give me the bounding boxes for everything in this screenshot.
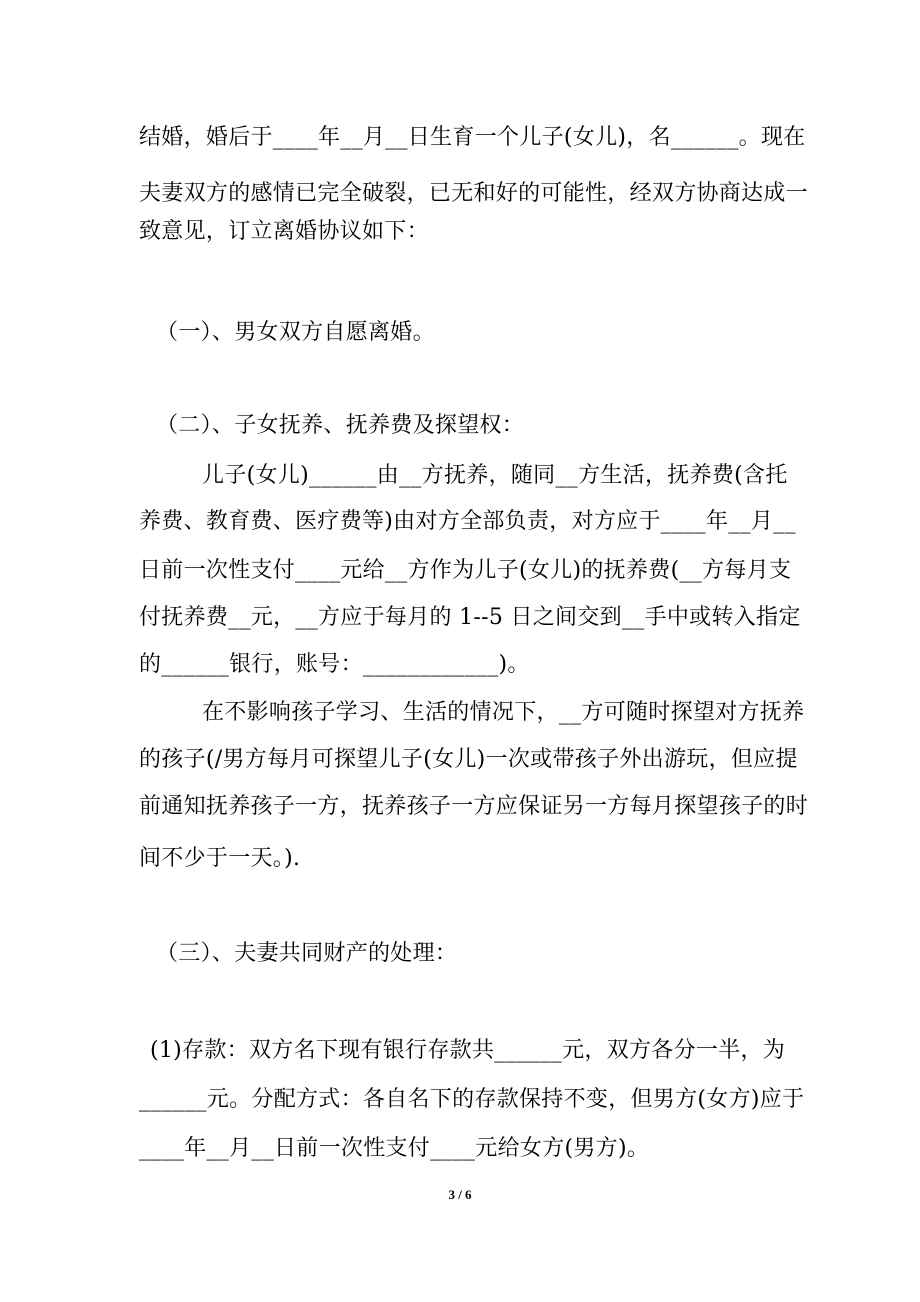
text-line: 日前一次性支付____元给__方作为儿子(女儿)的抚养费(__方每月支 xyxy=(139,558,792,583)
text-line: 的______银行，账号：____________)。 xyxy=(139,652,530,677)
text-line: 养费、教育费、医疗费等)由对方全部负责，对方应于____年__月__ xyxy=(139,509,796,534)
text-line: 间不少于一天。). xyxy=(139,846,301,871)
text-line: 儿子(女儿)______由__方抚养，随同__方生活，抚养费(含托 xyxy=(202,463,788,488)
text-line: 付抚养费__元，__方应于每月的 1--5 日之间交到__手中或转入指定 xyxy=(139,605,801,630)
section-heading-1: （一）、男女双方自愿离婚。 xyxy=(156,320,435,345)
text-line: 致意见，订立离婚协议如下： xyxy=(139,219,429,244)
text-line: 结婚，婚后于____年__月__日生育一个儿子(女儿)，名______。现在 xyxy=(139,125,806,150)
text-line: 夫妻双方的感情已完全破裂，已无和好的可能性，经双方协商达成一 xyxy=(139,181,809,206)
text-line: ______元。分配方式：各自名下的存款保持不变，但男方(女方)应于 xyxy=(139,1087,805,1112)
text-line: 在不影响孩子学习、生活的情况下，__方可随时探望对方抚养 xyxy=(202,700,805,725)
section-heading-2: （二）、子女抚养、抚养费及探望权： xyxy=(156,413,525,438)
text-line: 前通知抚养孩子一方，抚养孩子一方应保证另一方每月探望孩子的时 xyxy=(139,794,809,819)
section-heading-3: （三）、夫妻共同财产的处理： xyxy=(156,941,458,966)
page-number: 3 / 6 xyxy=(448,1187,472,1202)
text-line: 的孩子(/男方每月可探望儿子(女儿)一次或带孩子外出游玩，但应提 xyxy=(139,747,798,772)
text-line: ____年__月__日前一次性支付____元给女方(男方)。 xyxy=(139,1136,650,1161)
text-line: (1)存款：双方名下现有银行存款共______元，双方各分一半，为 xyxy=(150,1038,786,1063)
